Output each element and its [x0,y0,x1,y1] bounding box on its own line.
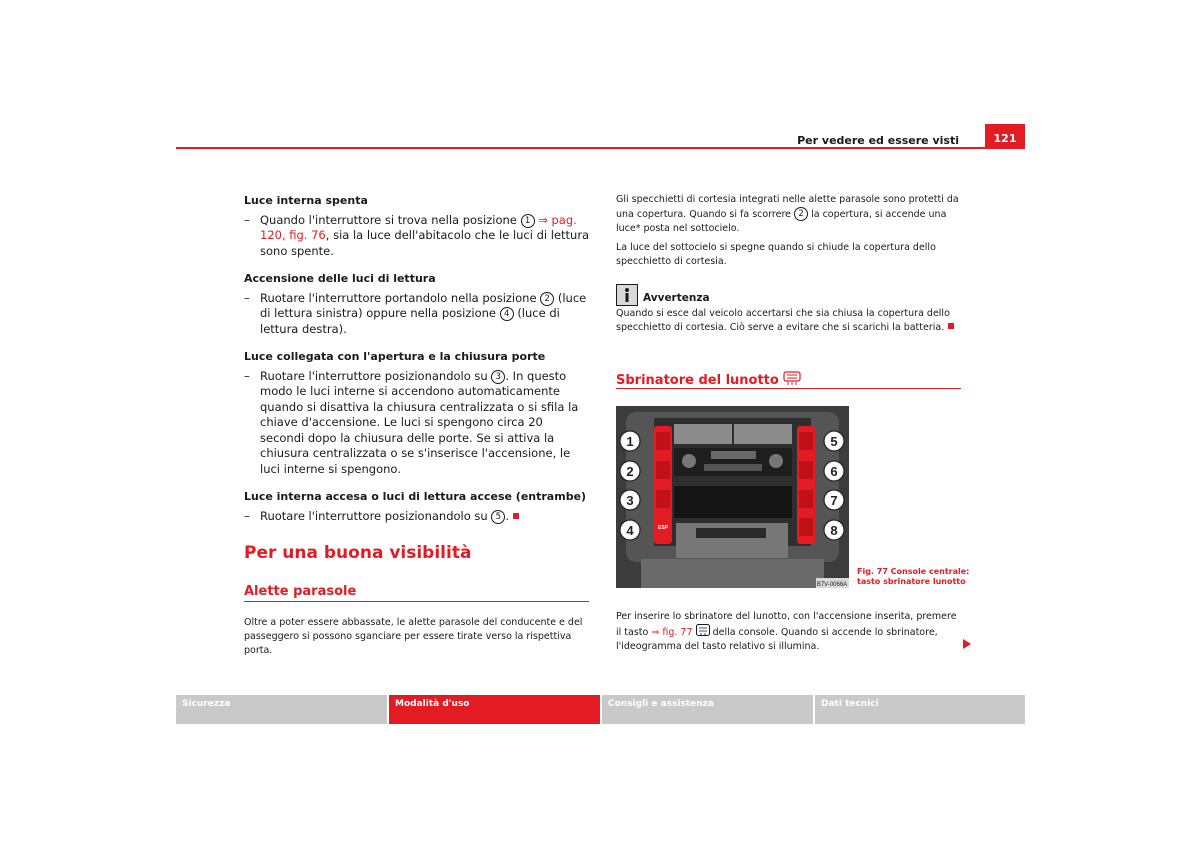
figure-code: B7V-0066A [816,582,848,588]
position-marker-2: 2 [540,292,554,306]
figure-marker-1: 1 [626,434,634,449]
figure-marker-7: 7 [830,493,838,508]
bullet-door-light: – Ruotare l'interruttore posizionandolo su 3 . In questo modo le luci interne si accendono automaticamente quando si disattiva la chiusura centralizzata o si sfila la chiave d'accensione. Le luci si spengono circa 20 secondi dopo la chiusura delle porte. Se si attiva la chiusura centralizzata o se s'inserisce l'accensione, le luci interne si spengono. [244,369,590,478]
position-marker-1: 1 [521,214,535,228]
console-figure [616,406,849,588]
defroster-button-icon [696,624,710,636]
bullet-both-on: – Ruotare l'interruttore posizionandolo su 5 . [244,509,590,525]
position-marker-4: 4 [500,307,514,321]
bullet-reading-lights: – Ruotare l'interruttore portandolo nella posizione 2 (luce di lettura sinistra) oppure nella posizione 4 (luce di lettura destra). [244,291,590,338]
warning-title: Avvertenza [643,292,710,304]
section-title-door-light: Luce collegata con l'apertura e la chiusura porte [244,350,546,363]
mirror-paragraph: Gli specchietti di cortesia integrati nelle alette parasole sono protetti da una copertura. Quando si fa scorrere 2 la copertura, si accende una luce* posta nel sottocielo. [616,194,959,234]
page-number: 121 [985,124,1025,148]
page-link[interactable]: ⇒ pag. 120, [260,212,577,242]
header-rule [176,147,1025,149]
rear-defroster-icon [783,371,801,385]
section-title-light-off: Luce interna spenta [244,194,368,207]
nav-tab-advice[interactable]: Consigli e assistenza [602,695,813,724]
position-marker-3: 3 [491,370,505,384]
nav-tab-technical-data[interactable]: Dati tecnici [815,695,1025,724]
section-title-both-on: Luce interna accesa o luci di lettura accese (entrambe) [244,490,587,503]
nav-tab-usage[interactable]: Modalità d'uso [389,695,600,724]
subsection-heading-rear-defroster: Sbrinatore del lunotto [616,371,801,388]
position-marker-5: 5 [491,510,505,524]
figure-esp-label: ESP [657,525,669,531]
warning-text: Quando si esce dal veicolo accertarsi che sia chiusa la copertura dello specchietto di cortesia. Ciò serve a evitare che si scarichi la batteria. [616,307,961,335]
figure-link[interactable]: fig. 76 [289,228,326,242]
subsection-rule [244,601,589,602]
figure-marker-3: 3 [626,493,634,508]
figure-marker-5: 5 [830,434,838,449]
figure-marker-4: 4 [626,523,634,538]
nav-tab-safety[interactable]: Sicurezza [176,695,387,724]
figure-marker-8: 8 [830,523,838,538]
bullet-light-off: – Quando l'interruttore si trova nella posizione 1 ⇒ pag. 120, fig. 76, sia la luce dell'abitacolo che le luci di lettura sono spente. [244,213,590,260]
defroster-paragraph: Per inserire lo sbrinatore del lunotto, con l'accensione inserita, premere il tasto ⇒ fig. 77 della console. Quando si accende lo sbrinatore, l'ideogramma del tasto relativo si illumina. [616,611,957,652]
end-marker [513,513,519,519]
figure-marker-2: 2 [626,464,634,479]
sun-visor-paragraph: Oltre a poter essere abbassate, le alette parasole del conducente e del passeggero si possono sganciare per essere tirate verso la rispettiva porta. [244,617,583,656]
next-page-arrow-icon[interactable] [963,639,971,649]
end-marker [948,323,954,329]
ceiling-light-paragraph: La luce del sottocielo si spegne quando si chiude la copertura dello specchietto di cortesia. [616,242,936,267]
subsection-heading-sun-visors: Alette parasole [244,584,357,599]
running-header-title: Per vedere ed essere visti [797,134,959,147]
figure-caption: Fig. 77 Console centrale: tasto sbrinatore lunotto [857,567,970,586]
left-column [244,193,590,524]
figure-marker-6: 6 [830,464,838,479]
position-marker-2: 2 [794,207,808,221]
section-heading-visibility: Per una buona visibilità [244,543,472,563]
subsection-rule [616,388,961,389]
section-title-reading-lights: Accensione delle luci di lettura [244,272,436,285]
figure-link[interactable]: ⇒ fig. 77 [651,627,693,638]
info-icon [616,284,638,306]
